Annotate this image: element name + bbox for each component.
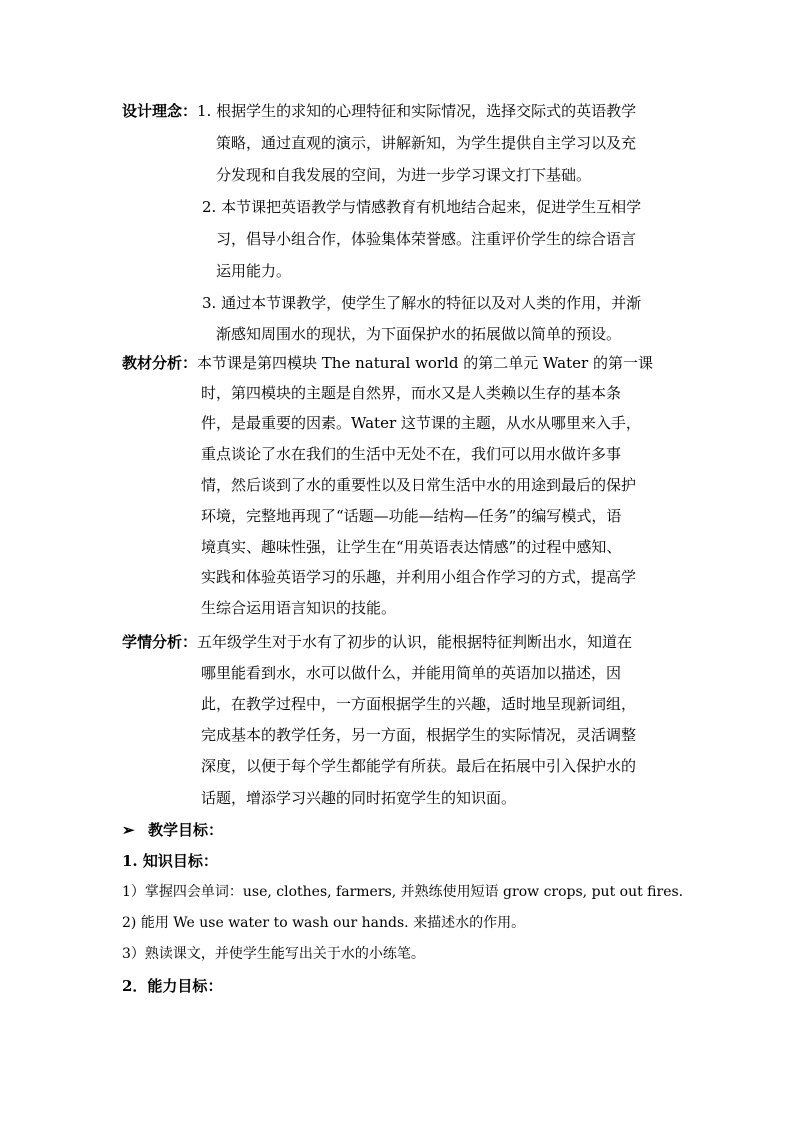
material-line-4: 重点谈论了水在我们的生活中无处不在，我们可以用水做许多事 [201, 445, 622, 463]
material-line-7: 境真实、趣味性强，让学生在“用英语表达情感”的过程中感知、 [201, 538, 622, 556]
students-line-6: 话题，增添学习兴趣的同时拓宽学生的知识面。 [201, 789, 517, 807]
bullet-arrow-icon: ➢ [122, 821, 135, 839]
goals-heading-line [122, 820, 223, 840]
students-line-4: 完成基本的教学任务，另一方面，根据学生的实际情况，灵活调整 [201, 726, 637, 744]
design-item-2-line-3: 运用能力。 [216, 262, 292, 280]
design-item-1-line-1: 1. 根据学生的求知的心理特征和实际情况，选择交际式的英语教学 [197, 102, 637, 120]
material-line-9: 生综合运用语言知识的技能。 [201, 599, 397, 617]
material-line-8: 实践和体验英语学习的乐趣，并利用小组合作学习的方式，提高学 [201, 568, 637, 586]
knowledge-heading: 1. 知识目标： [122, 852, 218, 870]
goals-heading: 教学目标： [148, 821, 224, 839]
students-line-1: 五年级学生对于水有了初步的认识，能根据特征判断出水，知道在 [197, 633, 633, 651]
knowledge-item-3: 3）熟读课文，并使学生能写出关于水的小练笔。 [122, 946, 425, 962]
design-item-1-line-2: 策略，通过直观的演示，讲解新知，为学生提供自主学习以及充 [216, 134, 637, 152]
ability-heading: 2．能力目标： [122, 977, 223, 995]
material-label: 教材分析： [122, 354, 198, 372]
material-line-5: 情，然后谈到了水的重要性以及日常生活中水的用途到最后的保护 [201, 476, 637, 494]
design-item-3-line-1: 3. 通过本节课教学，使学生了解水的特征以及对人类的作用，并渐 [202, 294, 642, 312]
material-line-6: 环境，完整地再现了“话题—功能—结构—任务”的编写模式，语 [201, 507, 622, 525]
design-item-2-line-2: 习，倡导小组合作，体验集体荣誉感。注重评价学生的综合语言 [216, 230, 637, 248]
students-line-5: 深度，以便于每个学生都能学有所获。最后在拓展中引入保护水的 [201, 757, 637, 775]
design-section-line-1 [122, 101, 636, 121]
material-line-2: 时，第四模块的主题是自然界，而水又是人类赖以生存的基本条 [201, 384, 622, 402]
knowledge-item-1: 1）掌握四会单词：use, clothes, farmers, 并熟练使用短语 grow crops, put out fires. [122, 884, 684, 900]
material-line-1: 本节课是第四模块 The natural world 的第二单元 Water 的第一课 [197, 354, 653, 372]
knowledge-item-2: 2) 能用 We use water to wash our hands. 来描述水的作用。 [122, 915, 526, 931]
design-item-2-line-1: 2. 本节课把英语教学与情感教育有机地结合起来，促进学生互相学 [202, 198, 642, 216]
material-line-3: 件，是最重要的因素。Water 这节课的主题，从水从哪里来入手， [201, 414, 641, 432]
design-label: 设计理念： [122, 102, 198, 120]
students-label: 学情分析： [122, 633, 198, 651]
students-section-line-1 [122, 632, 632, 652]
students-line-3: 此，在教学过程中，一方面根据学生的兴趣，适时地呈现新词组， [201, 695, 637, 713]
material-section-line-1 [122, 353, 653, 373]
design-item-3-line-2: 渐感知周围水的现状，为下面保护水的拓展做以简单的预设。 [216, 325, 622, 343]
design-item-1-line-3: 分发现和自我发展的空间，为进一步学习课文打下基础。 [216, 166, 592, 184]
students-line-2: 哪里能看到水，水可以做什么，并能用简单的英语加以描述，因 [201, 664, 622, 682]
